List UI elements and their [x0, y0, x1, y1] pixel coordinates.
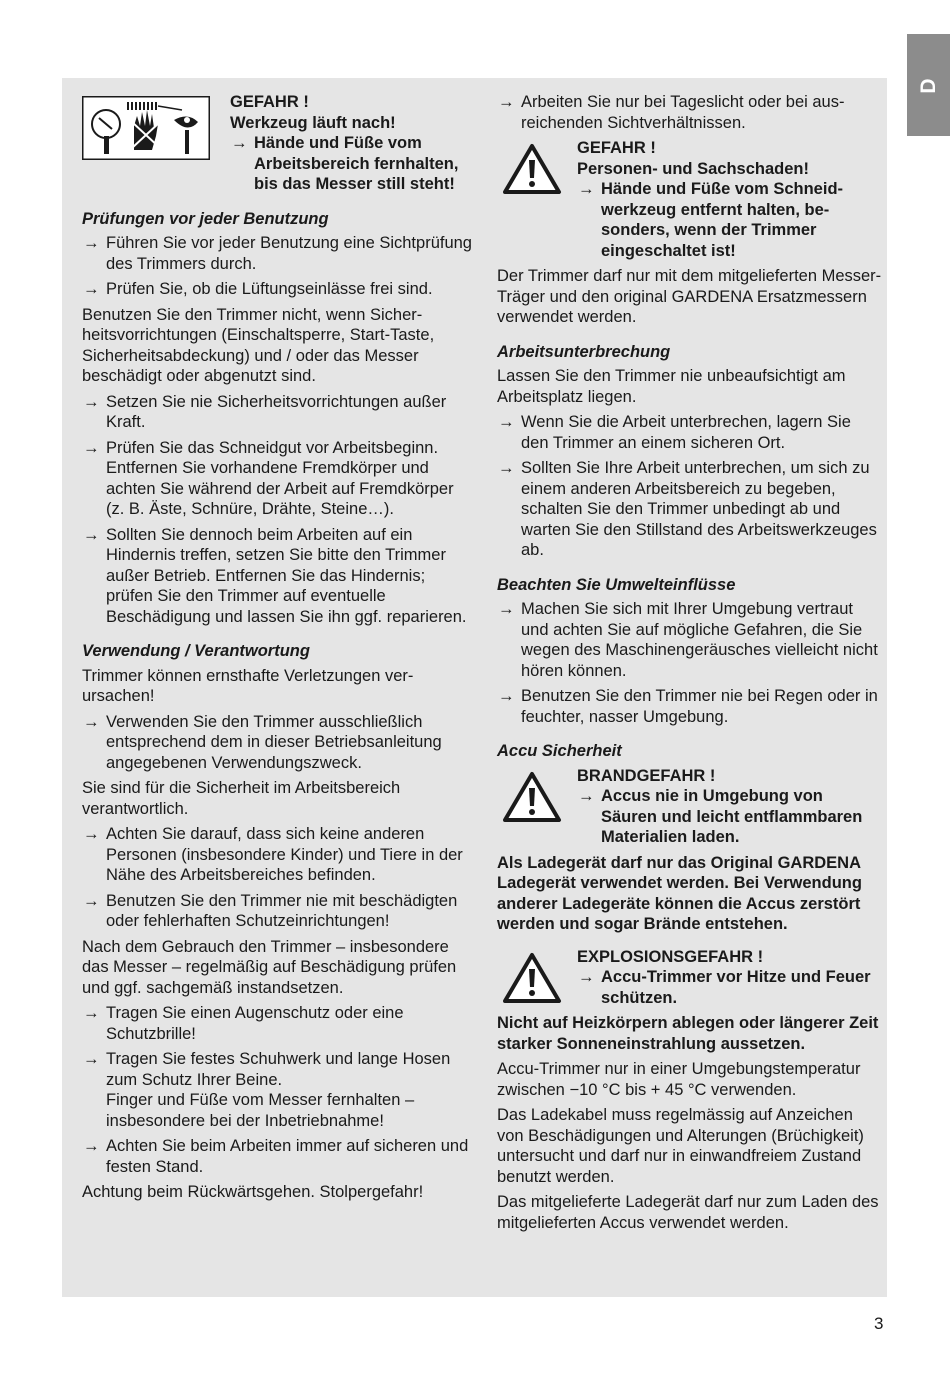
- list-item: → Verwenden Sie den Trimmer ausschließlich entsprechend dem in dieser Betriebsanleitung angegebenen Verwendungszweck.: [82, 712, 472, 774]
- danger-notice-blade: [82, 92, 472, 195]
- list-item: → Achten Sie darauf, dass sich keine anderen Personen (insbesondere Kinder) und Tiere in der Nähe des Arbeitsbereiches befinden.: [82, 824, 472, 886]
- bold-paragraph: Als Ladegerät darf nur das Original GARDENA Ladegerät verwendet werden. Bei Verwendung anderer Ladegeräte können die Accus zerstört werden und sogar Brände entstehen.: [497, 853, 862, 933]
- list-item: → Führen Sie vor jeder Benutzung eine Sichtprüfung des Trimmers durch.: [82, 233, 472, 274]
- warning-personal-damage: [497, 138, 882, 261]
- list-item: → Prüfen Sie, ob die Lüftungseinlässe frei sind.: [82, 279, 472, 300]
- warning-triangle-icon: [501, 951, 563, 1005]
- left-column: [82, 92, 472, 1208]
- bold-paragraph: Nicht auf Heizkörpern ablegen oder längerer Zeit starker Sonneneinstrahlung aussetzen.: [497, 1014, 879, 1053]
- paragraph: Lassen Sie den Trimmer nie unbeaufsichtigt am Arbeitsplatz liegen.: [497, 367, 846, 406]
- danger-bullet: → Hände und Füße vom Arbeitsbereich fernhalten, bis das Messer still steht!: [230, 133, 472, 195]
- list-item-line: → Tragen Sie festes Schuhwerk und lange Hosen zum Schutz Ihrer Beine.: [106, 1050, 451, 1089]
- section-heading-environment: Beachten Sie Umwelteinflüsse: [497, 575, 736, 594]
- warning-triangle-icon: [501, 142, 563, 196]
- list-item: → Sollten Sie Ihre Arbeit unterbrechen, um sich zu einem anderen Arbeitsbereich zu begeben, schalten Sie den Trimmer unbedingt ab und warten Sie den Stillstand des Arbeitswerkzeuges ab.: [497, 458, 882, 561]
- paragraph: Achtung beim Rückwärtsgehen. Stolpergefahr!: [82, 1183, 424, 1201]
- warning-title: EXPLOSIONSGEFAHR !: [577, 947, 764, 966]
- list-item: → Benutzen Sie den Trimmer nie mit beschädigten oder fehlerhaften Schutzeinrichtungen!: [82, 891, 472, 932]
- list-item: → Benutzen Sie den Trimmer nie bei Regen oder in feuchter, nasser Umgebung.: [497, 686, 882, 727]
- section-heading-interruption: Arbeitsunterbrechung: [497, 342, 671, 361]
- warning-subtitle: Personen- und Sachschaden!: [577, 159, 809, 178]
- list-item: → Setzen Sie nie Sicherheitsvorrichtungen außer Kraft.: [82, 392, 472, 433]
- paragraph: Accu-Trimmer nur in einer Umgebungstemperatur zwischen −10 °C bis + 45 °C verwenden.: [497, 1060, 861, 1099]
- warning-title: BRANDGEFAHR !: [577, 766, 716, 785]
- list-item-line: Finger und Füße vom Messer fernhalten – insbesondere bei der Inbetriebnahme!: [106, 1091, 415, 1130]
- section-heading-usage: Verwendung / Verantwortung: [82, 642, 310, 660]
- paragraph: Das Ladekabel muss regelmässig auf Anzeichen von Beschädigungen und Alterungen (Brüchigkeit) untersucht und darf nur in einwandfreiem Zustand benutzt werden.: [497, 1106, 864, 1186]
- warning-fire: [497, 766, 882, 848]
- danger-subtitle: Werkzeug läuft nach!: [230, 113, 396, 132]
- language-tab: [907, 34, 950, 136]
- warning-bullet: → Hände und Füße vom Schneidwerkzeug entfernt halten, besonders, wenn der Trimmer eingeschaltet ist!: [577, 179, 882, 261]
- warning-bullet: → Accus nie in Umgebung von Säuren und leicht entflammbaren Materialien laden.: [577, 786, 882, 848]
- right-column: [497, 92, 882, 1238]
- paragraph: Sie sind für die Sicherheit im Arbeitsbereich verantwortlich.: [82, 779, 401, 818]
- list-item: [82, 1049, 472, 1131]
- list-item: → Tragen Sie einen Augenschutz oder eine Schutzbrille!: [82, 1003, 472, 1044]
- page-number: 3: [874, 1314, 884, 1333]
- list-item: → Machen Sie sich mit Ihrer Umgebung vertraut und achten Sie auf mögliche Gefahren, die Sie wegen des Maschinengeräusches vielleicht nicht hören können.: [497, 599, 882, 681]
- paragraph: Das mitgelieferte Ladegerät darf nur zum Laden des mitgelieferten Accus verwendet werden.: [497, 1193, 879, 1232]
- paragraph: Der Trimmer darf nur mit dem mitgelieferten Messer-Träger und den original GARDENA Ersatzmessern verwendet werden.: [497, 267, 882, 326]
- list-item: → Arbeiten Sie nur bei Tageslicht oder bei ausreichenden Sichtverhältnissen.: [497, 92, 882, 133]
- blade-runs-on-warning-icon: [82, 96, 210, 160]
- section-heading-checks: Prüfungen vor jeder Benutzung: [82, 209, 329, 228]
- list-item: → Wenn Sie die Arbeit unterbrechen, lagern Sie den Trimmer an einem sicheren Ort.: [497, 412, 882, 453]
- paragraph: Trimmer können ernsthafte Verletzungen verursachen!: [82, 666, 414, 705]
- list-item: → Achten Sie beim Arbeiten immer auf sicheren und festen Stand.: [82, 1136, 472, 1177]
- warning-bullet: → Accu-Trimmer vor Hitze und Feuer schützen.: [577, 967, 882, 1008]
- paragraph: Nach dem Gebrauch den Trimmer – insbesondere das Messer – regelmäßig auf Beschädigung prüfen und ggf. sachgemäß instandsetzen.: [82, 937, 457, 997]
- paragraph: Benutzen Sie den Trimmer nicht, wenn Sicherheitsvorrichtungen (Einschaltsperre, Start-Taste, Sicherheitsabdeckung) und / oder das Messer beschädigt oder abgenutzt sind.: [82, 305, 435, 385]
- warning-explosion: [497, 947, 882, 1009]
- list-item: → Prüfen Sie das Schneidgut vor Arbeitsbeginn. Entfernen Sie vorhandene Fremdkörper und achten Sie während der Arbeit auf Fremdkörper (z. B. Äste, Schnüre, Drähte, Steine…).: [82, 438, 472, 520]
- danger-title: GEFAHR !: [230, 93, 309, 111]
- warning-triangle-icon: [501, 770, 563, 824]
- list-item: → Sollten Sie dennoch beim Arbeiten auf ein Hindernis treffen, setzen Sie bitte den Trimmer außer Betrieb. Entfernen Sie das Hindernis; prüfen Sie den Trimmer auf eventuelle Beschädigung und lassen Sie ihn ggf. reparieren.: [82, 525, 472, 628]
- section-heading-battery-safety: Accu Sicherheit: [497, 742, 622, 760]
- language-tab-label: D: [916, 78, 940, 94]
- warning-title: GEFAHR !: [577, 139, 656, 157]
